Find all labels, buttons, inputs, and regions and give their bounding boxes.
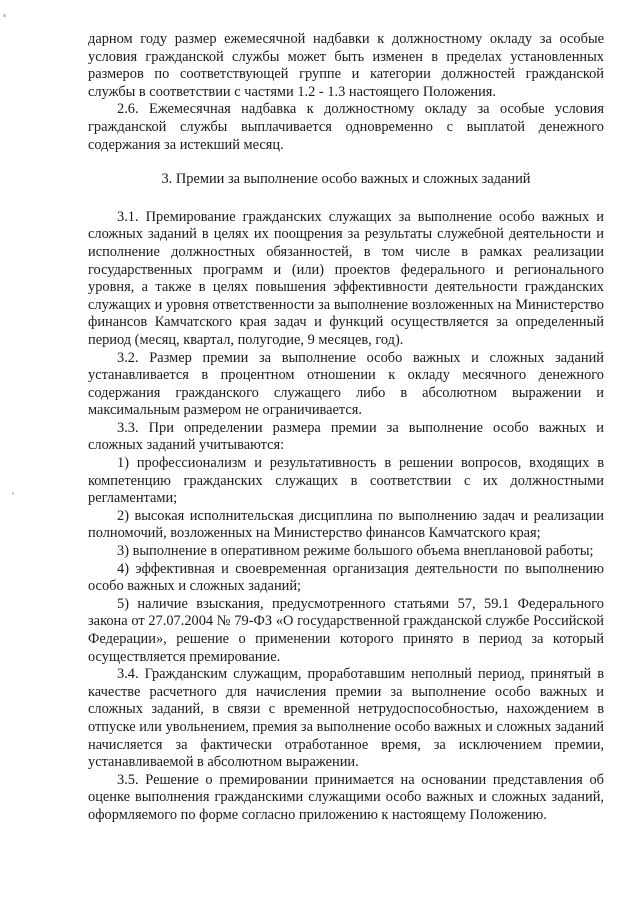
list-item-5: 5) наличие взыскания, предусмотренного статьями 57, 59.1 Федерального закона от 27.07.2004 № 79-ФЗ «О государственной гражданской службе Российской Федерации», решение о применении которого принято в период за который осуществляется премирование. <box>88 595 604 665</box>
paragraph-3-5: 3.5. Решение о премировании принимается на основании представления об оценке выполнения гражданскими служащими особо важных и сложных заданий, оформляемого по форме согласно приложению к настоящему Положению. <box>88 771 604 823</box>
paragraph-continuation: дарном году размер ежемесячной надбавки к должностному окладу за особые условия гражданской службы может быть изменен в пределах установленных размеров по соответствующей группе и категории должностей гражданской службы в соответствии с частями 1.2 - 1.3 настоящего Положения. <box>88 31 604 100</box>
list-item-3: 3) выполнение в оперативном режиме большого объема внеплановой работы; <box>117 543 594 560</box>
paragraph-3-3: 3.3. При определении размера премии за выполнение особо важных и сложных заданий учитываются: <box>88 419 604 454</box>
list-item-2: 2) высокая исполнительская дисциплина по выполнению задач и реализации полномочий, возложенных на Министерство финансов Камчатского края; <box>88 507 604 542</box>
paragraph-2-6: 2.6. Ежемесячная надбавка к должностному окладу за особые условия гражданской службы выплачивается одновременно с выплатой денежного содержания за истекший месяц. <box>88 101 604 153</box>
paragraph-3-1: 3.1. Премирование гражданских служащих за выполнение особо важных и сложных заданий в целях их поощрения за результаты служебной деятельности и исполнение должностных обязанностей, в том числе в рамках реализации государственных программ и (или) проектов федерального и регионального уровня, а также в целях повышения эффективности деятельности гражданских служащих и уровня ответственности за выполнение возложенных на Министерство финансов Камчатского края задач и функций осуществляется за определенный период (месяц, квартал, полугодие, 9 месяцев, год). <box>88 208 604 348</box>
section-heading: 3. Премии за выполнение особо важных и сложных заданий <box>161 171 531 188</box>
list-item-4: 4) эффективная и своевременная организация деятельности по выполнению особо важных и сложных заданий; <box>88 560 604 595</box>
list-item-1: 1) профессионализм и результативность в решении вопросов, входящих в компетенцию гражданских служащих в соответствии с их должностными регламентами; <box>88 455 604 507</box>
paragraph-3-2: 3.2. Размер премии за выполнение особо важных и сложных заданий устанавливается в процентном отношении к окладу месячного денежного содержания гражданского служащего либо в абсолютном выражении и максимальным размером не ограничивается. <box>88 349 604 419</box>
scan-mark <box>3 14 6 17</box>
paragraph-3-4: 3.4. Гражданским служащим, проработавшим неполный период, принятый в качестве расчетного для начисления премии за выполнение особо важных и сложных заданий, в связи с временной нетрудоспособностью, нахождением в отпуске или увольнением, премия за выполнение особо важных и сложных заданий начисляется за фактически отработанное время, за исключением премии, устанавливаемой в абсолютном выражении. <box>88 666 604 771</box>
document-page <box>88 31 604 825</box>
scan-mark <box>12 492 14 495</box>
